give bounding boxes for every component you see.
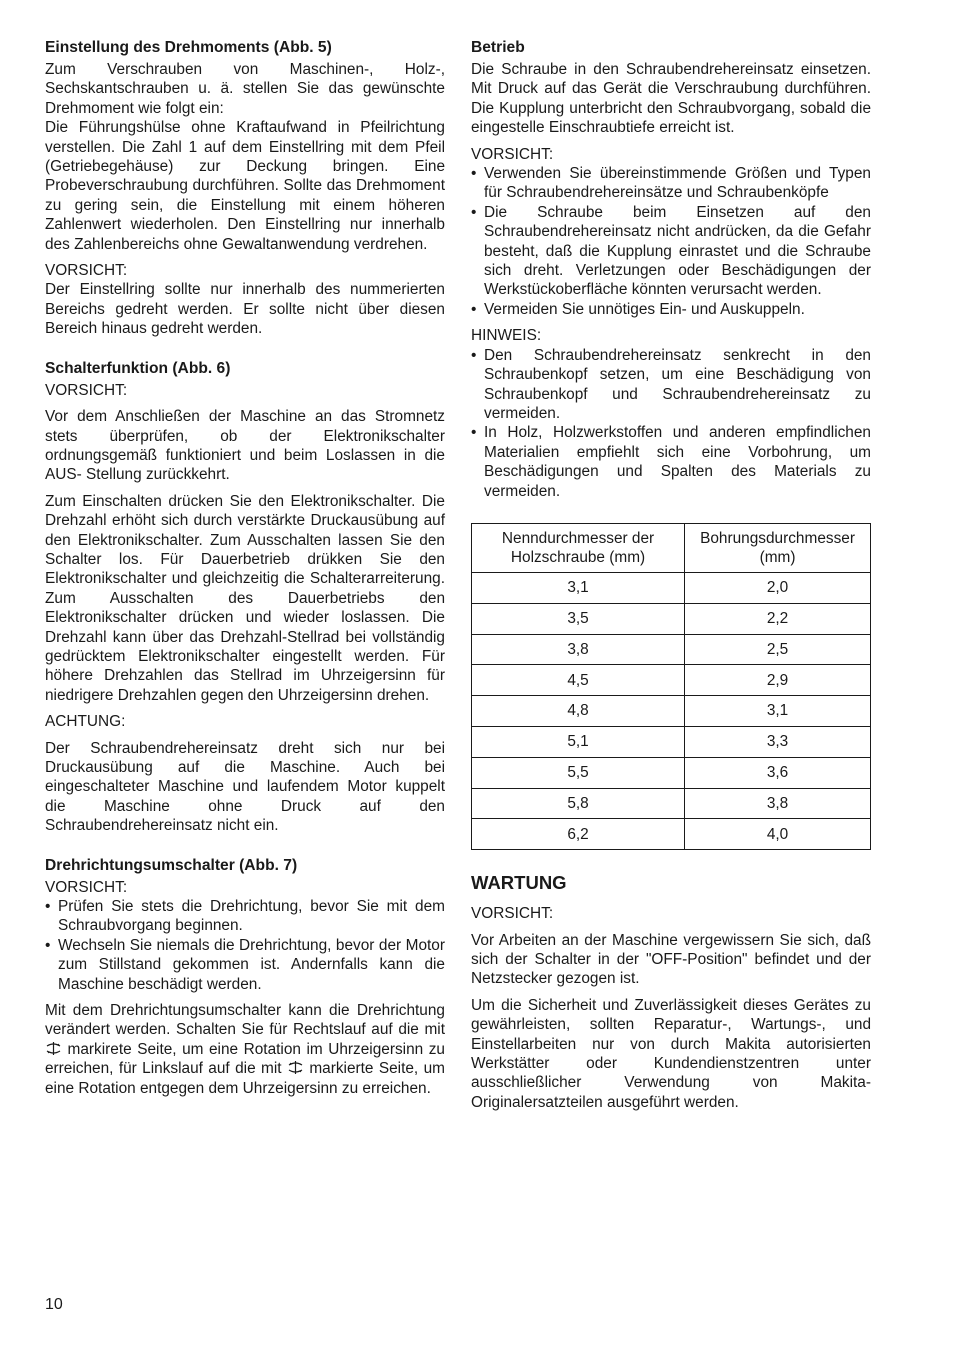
table-cell: 6,2	[472, 819, 685, 850]
torque-caution-label: VORSICHT:	[45, 262, 128, 280]
right-column	[471, 38, 871, 1112]
table-cell: 3,6	[685, 757, 871, 788]
table-header-bore-diameter: Bohrungsdurchmesser (mm)	[685, 523, 871, 572]
left-column	[45, 38, 445, 1098]
table-row	[472, 757, 871, 788]
table-header-row	[472, 523, 871, 572]
maintenance-text-2: Um die Sicherheit und Zuverlässigkeit dieses Gerätes zu gewährleisten, sollten Reparatur-, Wartungs-, und Einstellarbeiten nur von durch Makita autorisierten Werkstätter oder Kundendienstzentren unter ausschließlicher Verwendung von Makita-Originalersatzteilen ausgeführt werden.	[471, 996, 871, 1111]
table-cell: 4,8	[472, 696, 685, 727]
page-number: 10	[45, 1296, 63, 1313]
maintenance-caution-label: VORSICHT:	[471, 905, 554, 923]
reverse-text-part2: markirete Seite, um eine Rotation im Uhrzeigersinn zu erreichen, für Linkslauf auf die mit	[45, 1040, 445, 1078]
table-cell: 3,1	[472, 572, 685, 603]
section-title-reverse: Drehrichtungsumschalter (Abb. 7)	[45, 856, 298, 874]
reverse-instructions	[45, 1001, 445, 1098]
section-title-torque: Einstellung des Drehmoments (Abb. 5)	[45, 39, 332, 56]
list-item: • Die Schraube beim Einsetzen auf den Schraubendrehereinsatz nicht andrücken, da die Gefahr besteht, daß die Kupplung einrastet und die Schraube sich dreht. Verletzungen oder Beschädigungen der Werkstückoberfläche könnten verursacht werden.	[471, 203, 871, 300]
switch-attention-label: ACHTUNG:	[45, 713, 126, 731]
reverse-caution-list	[45, 897, 445, 994]
table-cell: 3,8	[472, 634, 685, 665]
table-cell: 3,5	[472, 603, 685, 634]
operation-caution-label: VORSICHT:	[471, 145, 554, 163]
operation-note-list	[471, 346, 871, 501]
reverse-text-part3: markierte Seite, um eine Rotation entgegen dem Uhrzeigersinn zu erreichen.	[45, 1060, 445, 1097]
table-row	[472, 726, 871, 757]
table-cell: 3,8	[685, 788, 871, 819]
table-header-screw-diameter: Nenndurchmesser der Holzschraube (mm)	[472, 523, 685, 572]
torque-caution-text: Der Einstellring sollte nur innerhalb des nummerierten Bereichs gedreht werden. Er sollte nicht über diesen Bereich hinaus gedreht werden.	[45, 281, 445, 338]
section-title-operation: Betrieb	[471, 39, 525, 56]
table-cell: 4,5	[472, 665, 685, 696]
switch-attention-text: Der Schraubendrehereinsatz dreht sich nur bei Druckausübung auf die Maschine. Auch bei eingeschalteter Maschine und laufendem Motor kuppelt die Maschine ohne Druck auf den Schraubendrehereinsatz nicht ein.	[45, 739, 445, 835]
list-item: • In Holz, Holzwerkstoffen und anderen empfindlichen Materialien empfiehlt sich eine Vorbohrung, um Beschädigungen und Spalten des Materials zu vermeiden.	[471, 423, 871, 501]
table-row	[472, 788, 871, 819]
table-row	[472, 819, 871, 850]
table-cell: 5,8	[472, 788, 685, 819]
reverse-text-part1: Mit dem Drehrichtungsumschalter kann die Drehrichtung verändert werden. Schalten Sie für Rechtslauf auf die mit	[45, 1002, 445, 1039]
list-item: • Prüfen Sie stets die Drehrichtung, bevor Sie mit dem Schraubvorgang beginnen.	[45, 897, 445, 936]
table-row	[472, 696, 871, 727]
list-item: • Wechseln Sie niemals die Drehrichtung, bevor der Motor zum Stillstand gekommen ist. Andernfalls kann die Maschine beschädigt werden.	[45, 936, 445, 994]
torque-instructions: Die Führungshülse ohne Kraftaufwand in Pfeilrichtung verstellen. Die Zahl 1 auf dem Einstellring mit dem Pfeil (Getriebegehäuse) zur Deckung bringen. Eine Probeverschraubung durchführen. Sollte das Drehmoment zu gering sein, die Einstellung mit einem höheren Zahlenwert wiederholen. Den Einstellring nur innerhalb des Zahlenbereichs ohne Gewaltanwendung verdrehen.	[45, 119, 445, 253]
screw-diameter-table	[471, 523, 871, 850]
table-cell: 2,9	[685, 665, 871, 696]
table-cell: 5,5	[472, 757, 685, 788]
table-cell: 2,5	[685, 634, 871, 665]
rotation-clockwise-icon	[45, 1041, 62, 1056]
reverse-caution-label: VORSICHT:	[45, 878, 128, 896]
torque-intro: Zum Verschrauben von Maschinen-, Holz-, Sechskantschrauben u. ä. stellen Sie das gewünschte Drehmoment wie folgt ein:	[45, 61, 445, 117]
table-cell: 3,1	[685, 696, 871, 727]
table-cell: 2,2	[685, 603, 871, 634]
operation-note-label: HINWEIS:	[471, 327, 542, 345]
switch-caution-text: Vor dem Anschließen der Maschine an das Stromnetz stets überprüfen, ob der Elektronikschalter ordnungsgemäß funktioniert und beim Loslassen in die AUS- Stellung zurückkehrt.	[45, 408, 445, 484]
table-cell: 3,3	[685, 726, 871, 757]
table-cell: 5,1	[472, 726, 685, 757]
switch-instructions: Zum Einschalten drücken Sie den Elektronikschalter. Die Drehzahl erhöht sich durch verstärkte Druckausübung auf den Elektronikschalter. Zum Ausschalten lassen Sie den Schalter los. Für Dauerbetrieb drükken Sie den Elektronikschalter und gleichzeitig die Schalterarreiterung. Zum Ausschalten des Dauerbetriebs den Elektronikschalter drücken und wieder loslassen. Die Drehzahl kann über das Drehzahl-Stellrad bei vollständig gedrücktem Elektronikschalter eingestellt werden. Für höhere Drehzahlen das Stellrad im Uhrzeigersinn für niedrigere Drehzahlen gegen den Uhrzeigersinn drehen.	[45, 492, 445, 704]
operation-caution-list	[471, 164, 871, 319]
list-item: • Vermeiden Sie unnötiges Ein- und Auskuppeln.	[471, 300, 871, 319]
table-row	[472, 603, 871, 634]
table-cell: 2,0	[685, 572, 871, 603]
switch-caution-label: VORSICHT:	[45, 381, 128, 399]
section-title-maintenance: WARTUNG	[471, 872, 567, 894]
table-row	[472, 634, 871, 665]
operation-text: Die Schraube in den Schraubendrehereinsatz einsetzen. Mit Druck auf das Gerät die Verschraubung durchführen. Die Kupplung unterbricht den Schraubvorgang, sobald die eingestelle Einschraubtiefe erreicht ist.	[471, 61, 871, 137]
list-item: • Den Schraubendrehereinsatz senkrecht in den Schraubenkopf setzen, um eine Beschädigung von Schraubenkopf und Schraubendrehereinsatz zu vermeiden.	[471, 346, 871, 424]
maintenance-text-1: Vor Arbeiten an der Maschine vergewissern Sie sich, daß sich der Schalter in der "OFF-Position" befindet und der Netzstecker gezogen ist.	[471, 931, 871, 988]
table-row	[472, 665, 871, 696]
list-item: • Verwenden Sie übereinstimmende Größen und Typen für Schraubendrehereinsätze und Schraubenköpfe	[471, 164, 871, 203]
section-title-switch: Schalterfunktion (Abb. 6)	[45, 359, 231, 377]
rotation-counterclockwise-icon	[287, 1060, 304, 1075]
table-row	[472, 572, 871, 603]
table-cell: 4,0	[685, 819, 871, 850]
